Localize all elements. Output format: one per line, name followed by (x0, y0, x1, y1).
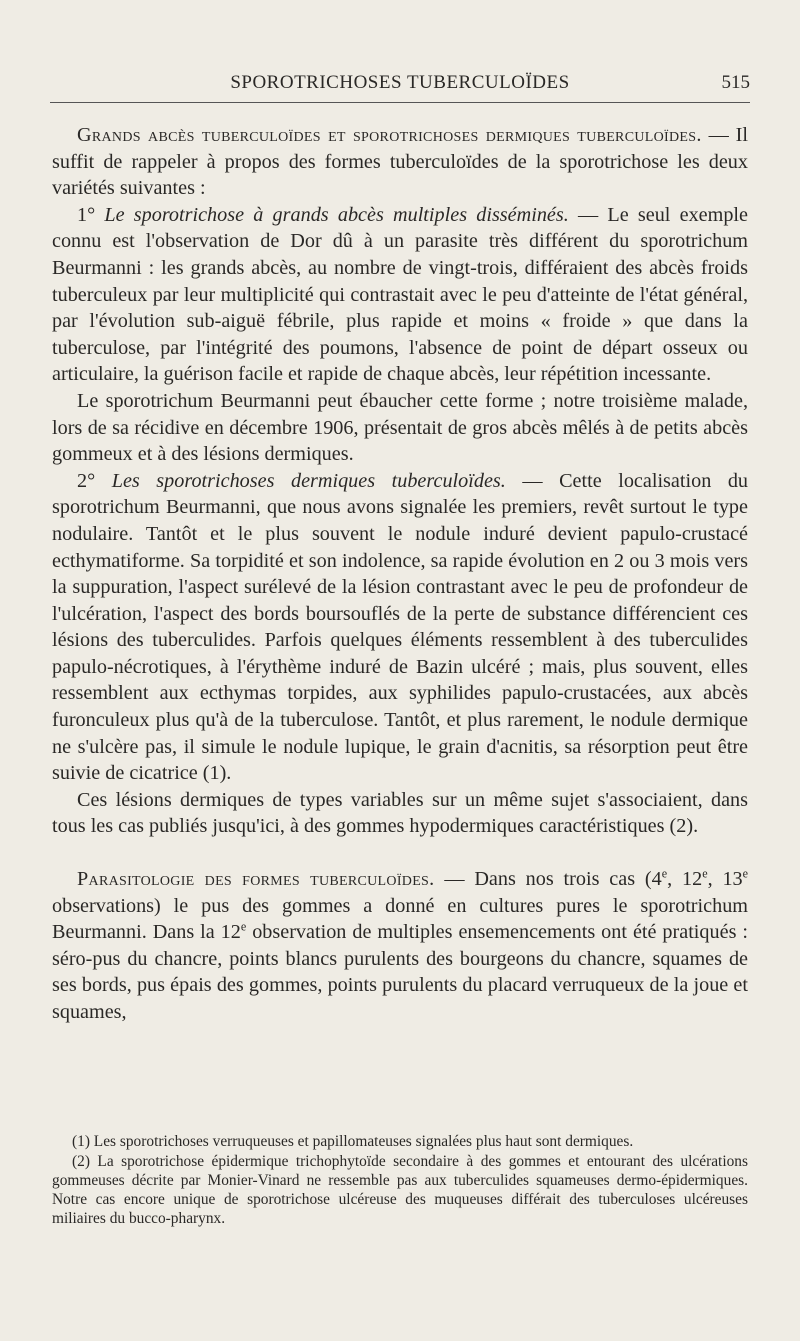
section-heading-abces: Grands abcès tuberculoïdes et sporotrichoses dermiques tuberculoïdes. (77, 124, 702, 146)
footnotes (52, 1132, 748, 1229)
paragraph-lesions-text: Ces lésions dermiques de types variables sur un même sujet s'associaient, dans tous les cas publiés jusqu'ici, à des gommes hypodermiques caractéristiques (2). (52, 788, 748, 838)
item-2-text: — Cette localisation du sporotrichum Beurmanni, que nous avons signalée les premiers, revêt surtout le type nodulaire. Tantôt et le plus souvent le nodule induré devient papulo-crustacé ecthymatiforme. Sa torpidité et son indolence, sa rapide évolution en 2 ou 3 mois vers la suppuration, l'aspect surélevé de la lésion contrastant avec le peu de profondeur de l'ulcération, l'aspect des bords boursouflés de la perte de substance différencient ces lésions des tuberculides. Parfois quelques éléments ressemblent à des tuberculides papulo-nécrotiques, à l'érythème induré de Bazin ulcéré ; mais, plus souvent, elles ressemblent aux ecthymas torpides, aux syphilides papulo-crustacées, aux abcès furonculeux plus qu'à de la tuberculose. Tantôt, et plus rarement, le nodule dermique ne s'ulcère pas, il simule le nodule lupique, le grain d'acnitis, sa résorption peut être suivie de cicatrice (1). (52, 469, 749, 785)
parasitologie-text-e: observation de multiples ensemencements ont été pratiqués : séro-pus du chancre, points blancs purulents des bourgeons du chancre, squames de ses bords, pus épais des gommes, points purulents du placard verruqueux de la joue et squames, (52, 921, 748, 1023)
superscript: e (702, 866, 708, 881)
paragraph-item-1 (52, 202, 748, 388)
main-text (52, 122, 748, 1026)
item-1-title: Le sporotrichose à grands abcès multiples disséminés. (104, 203, 569, 226)
paragraph-beurmanni (52, 388, 748, 468)
section-heading-parasitologie: Parasitologie des formes tuberculoïdes. (77, 868, 435, 891)
running-title: SPOROTRICHOSES TUBERCULOÏDES (230, 72, 570, 93)
parasitologie-text-b: , 12 (667, 868, 703, 891)
superscript: e (661, 866, 668, 881)
superscript: e (742, 866, 749, 881)
item-1-number: 1° (77, 203, 105, 226)
paragraph-lesions (52, 787, 748, 840)
section-tuberculoid-intro (52, 122, 748, 202)
item-2-number: 2° (77, 469, 112, 492)
item-2-title: Les sporotrichoses dermiques tuberculoïdes. (111, 469, 506, 492)
paragraph-beurmanni-text: Le sporotrichum Beurmanni peut ébaucher cette forme ; notre troisième malade, lors de sa récidive en décembre 1906, présentait de gros abcès mêlés à de petits abcès gommeux et à des lésions dermiques. (52, 389, 748, 466)
superscript: e (240, 919, 247, 934)
paragraph-item-2 (52, 468, 748, 787)
parasitologie-text-c: , 13 (707, 868, 743, 891)
parasitologie-text-d: observations) le pus des gommes a donné en cultures pures le sporotrichum Beurmanni. Dans la 12 (52, 894, 748, 944)
item-1-text: — Le seul exemple connu est l'observation de Dor dû à un parasite très différent du sporotrichum Beurmanni : les grands abcès, au nombre de vingt-trois, différaient des abcès froids tuberculeux par leur multiplicité qui contrastait avec le peu d'atteinte de l'état général, par l'évolution sub-aiguë fébrile, plus rapide et moins « froide » que dans la tuberculose, par l'intégrité des poumons, l'absence de point de départ osseux ou articulaire, la guérison facile et rapide de chaque abcès, leur répétition incessante. (52, 203, 748, 386)
intro-text: — Il suffit de rappeler à propos des formes tuberculoïdes de la sporotrichose les deux variétés suivantes : (52, 124, 748, 200)
footnote-2: (2) La sporotrichose épidermique trichophytoïde secondaire à des gommes et entourant des ulcérations gommeuses décrite par Monier-Vinard ne ressemble pas aux tuberculides squameuses dermo-épidermiques. Notre cas encore unique de sporotrichose ulcéreuse des muqueuses différait des tuberculoses ulcéreuses miliaires du bucco-pharynx. (52, 1153, 748, 1227)
page-number: 515 (721, 72, 750, 93)
page-header (50, 72, 750, 103)
section-parasitologie (52, 866, 748, 1026)
footnote-1: (1) Les sporotrichoses verruqueuses et papillomateuses signalées plus haut sont dermiques. (72, 1133, 634, 1150)
parasitologie-text-a: — Dans nos trois cas (4 (434, 868, 662, 891)
